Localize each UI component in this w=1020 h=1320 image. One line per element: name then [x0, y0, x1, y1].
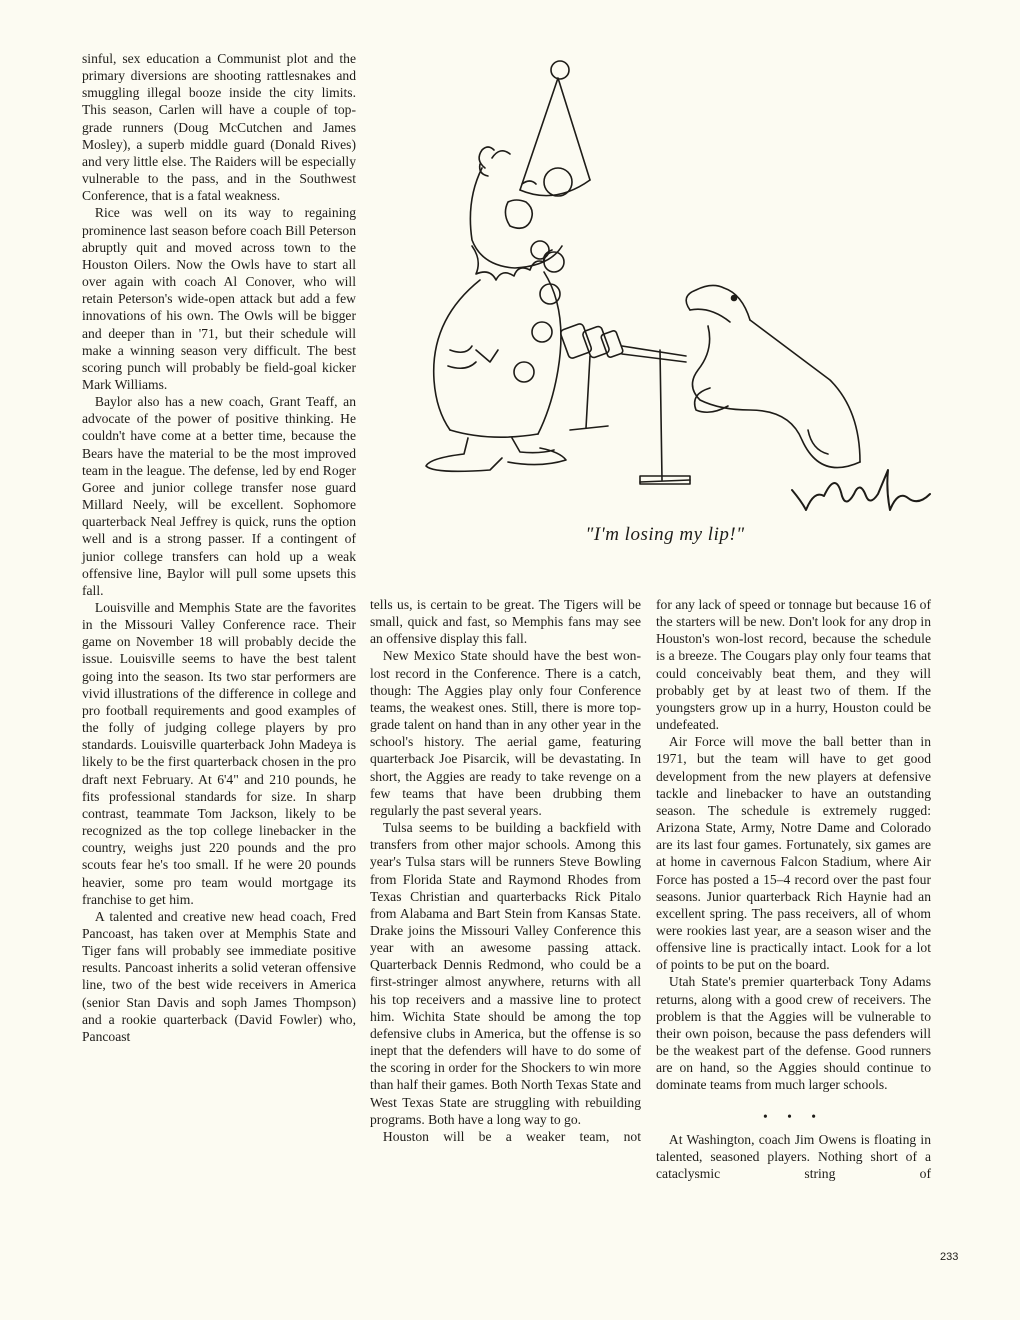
- page-number: 233: [940, 1251, 959, 1263]
- paragraph: tells us, is certain to be great. The Tigers will be small, quick and fast, so Memphis fans may see an offensive display this fall.: [370, 597, 641, 647]
- paragraph: Rice was well on its way to regaining prominence last season before coach Bill Peterson abruptly quit and moved across town to the Houston Oilers. Now the Owls have to start all over again with coach Al Conover, who will retain Peterson's wide-open attack but add a few innovations of his own. The Owls will be bigger and deeper than in '71, but their schedule will make a winning season very difficult. The best scoring punch will probably be field-goal kicker Mark Williams.: [82, 205, 356, 392]
- paragraph: for any lack of speed or tonnage but because 16 of the starters will be new. Don't look for any drop in Houston's won-lost record, because the schedule is a breeze. The Cougars play only four teams that could conceivably beat them, and they will probably get by at least two of them. If the youngsters grow up in a hurry, Houston could be undefeated.: [656, 597, 931, 733]
- section-separator: • • •: [762, 1108, 825, 1124]
- paragraph: Louisville and Memphis State are the favorites in the Missouri Valley Conference race. Their game on November 18 will probably decide the issue. Louisville seems to have the best talent going into the season. Its two star performers are vivid illustrations of the difference in college and pro football requirements and good examples of the folly of judging college players by pro standards. Louisville quarterback John Madeya is likely to be the first quarterback chosen in the pro draft next February. At 6'4" and 210 pounds, he fits professional standards for size. In sharp contrast, teammate Tom Jackson, likely to be recognized as the top college linebacker in the country, weighs just 220 pounds and the pro scouts fear he's too small. If he were 20 pounds heavier, some pro team would mortgage its franchise to get him.: [82, 600, 356, 907]
- cartoon-caption: "I'm losing my lip!": [585, 524, 745, 545]
- paragraph: Baylor also has a new coach, Grant Teaff, an advocate of the power of positive thinking. He couldn't have come at a better time, because the Bears have the material to be the most improved team in the league. The defense, led by end Roger Goree and junior college transfer nose guard Millard Neely, will be excellent. Sophomore quarterback Neal Jeffrey is quick, runs the option well and is a strong passer. If a contingent of junior college transfers can hold up a weak offensive line, Baylor will pull some upsets this fall.: [82, 394, 356, 598]
- clown-body: [426, 252, 566, 471]
- paragraph: New Mexico State should have the best won-lost record in the Conference. There is a catch, though: The Aggies play only four Conference teams, the weakest ones. Still, there is more top-grade talent on hand than in any other year in the school's history. The aerial game, featuring quarterback Joe Pisarcik, will be devastating. In short, the Aggies are ready to take revenge on a few teams that have been drubbing them regularly the past several years.: [370, 648, 641, 818]
- artist-signature: [792, 470, 930, 510]
- text-column-middle: [370, 596, 641, 1145]
- paragraph: Houston will be a weaker team, not: [382, 1128, 641, 1144]
- paragraph: Tulsa seems to be building a backfield with transfers from other major schools. Among this year's Tulsa stars will be runners Steve Bowling from Florida State and Raymond Rhodes from Texas Christian and quarterbacks Rick Pitalo from Alabama and Bart Stein from Kansas State. Drake joins the Missouri Valley Conference this year with an awesome passing attack. Quarterback Dennis Redmond, who could be a first-stringer almost anywhere, returns with all his top receivers and a massive line to protect him. Wichita State should be among the top defensive clubs in America, but the offense is so inept that the defenders will have to do some of the scoring in order for the Shockers to win more than half their games. Both North Texas State and West Texas State are struggling with rebuilding programs. Both have a long way to go.: [370, 820, 641, 1127]
- party-hat-icon: [520, 61, 590, 196]
- paragraph: Utah State's premier quarterback Tony Adams returns, along with a good crew of receivers. The problem is that the Aggies will be vulnerable to their own poison, because the pass defenders will be the weakest part of the defense. Good runners are on hand, so the Aggies should continue to dominate teams from much larger schools.: [656, 974, 931, 1093]
- microphone-stand: [560, 323, 690, 484]
- paragraph: At Washington, coach Jim Owens is floating in talented, seasoned players. Nothing short of a cataclysmic string of: [656, 1131, 931, 1181]
- paragraph: A talented and creative new head coach, Fred Pancoast, has taken over at Memphis State and Tiger fans will probably see immediate positive results. Pancoast inherits a solid veteran offensive line, two of the best wide receivers in America (senior Stan Davis and soph James Thompson) and a rookie quarterback (David Fowler) who, Pancoast: [82, 908, 356, 1044]
- text-column-right: [656, 596, 931, 1182]
- text-column-left: [82, 50, 356, 1045]
- clown-and-seal-illustration: [390, 50, 950, 520]
- seal-figure: [686, 285, 860, 467]
- paragraph: sinful, sex education a Communist plot and the primary diversions are shooting rattlesnakes and smuggling illegal booze inside the city limits. This season, Carlen will have a couple of top-grade runners (Doug McCutchen and James Mosley), a superb middle guard (Donald Rives) and very little else. The Raiders will be especially vulnerable to the pass, and in the Southwest Conference, that is a fatal weakness.: [82, 51, 356, 204]
- paragraph: Air Force will move the ball better than in 1971, but the team will have to get good development from the new players at defensive tackle and linebacker to have an outstanding season. The schedule is extremely rugged: Arizona State, Army, Notre Dame and Colorado are its last four games. Fortunately, six games are at home in cavernous Falcon Stadium, where Air Force has posted a 15–4 record over the past four seasons. Junior quarterback Rich Haynie had an excellent spring. The pass receivers, all of whom were rookies last year, are a season wiser and the offensive line is practically intact. Look for a lot of points to be put on the board.: [656, 734, 931, 973]
